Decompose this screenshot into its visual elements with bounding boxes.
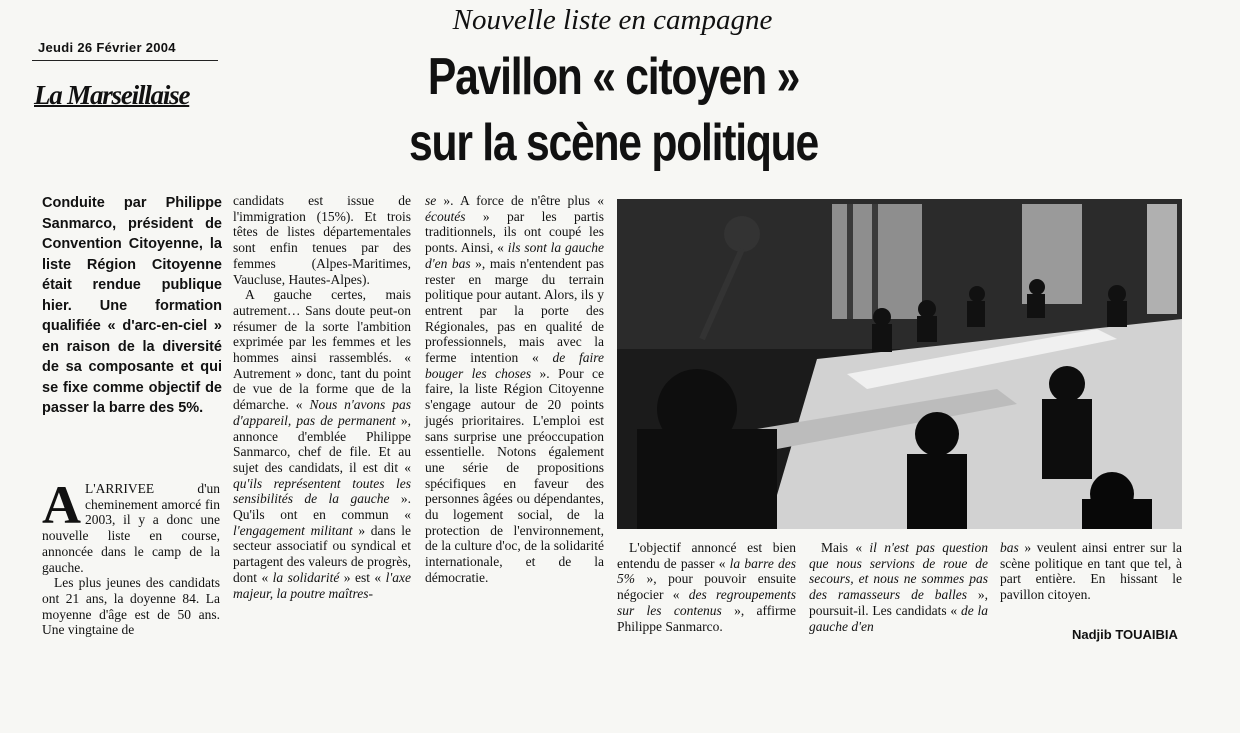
column-2	[233, 193, 411, 601]
drop-cap: A	[42, 475, 81, 535]
col2-paragraph-2: A gauche certes, mais autrement… Sans doute peut-on résumer de la sorte l'ambition exprimée par les femmes et les hommes ainsi rassemblés. « Autrement » donc, tant du point de vue de la forme que de la démarche. « Nous n'avons pas d'appareil, pas de permanent », annonce d'emblée Philippe Sanmarco, chef de file. Et au sujet des candidats, il est dit « qu'ils représentent toutes les sensibilités de la gauche ». Qu'ils ont en commun « l'engagement militant » dans le secteur associatif ou syndical et partagent des valeurs de progrès, dont « la solidarité » est « l'axe majeur, la poutre maîtres-	[233, 287, 412, 601]
column-1	[42, 475, 220, 638]
newspaper-logo: La Marseillaise	[34, 80, 190, 110]
col2-paragraph-1: candidats est issue de l'immigration (15%). Et trois têtes de listes départementales sont enfin tenues par des femmes (Alpes-Maritimes, Vaucluse, Hautes-Alpes).	[233, 193, 411, 287]
col5-paragraph-1: Mais « il n'est pas question que nous servions de roue de secours, et nous ne sommes pas des ramasseurs de balles », poursuit-il. Les candidats « de la gauche d'en	[809, 540, 989, 634]
author-signature: Nadjib TOUAIBIA	[1072, 627, 1178, 642]
col4-paragraph-1: L'objectif annoncé est bien entendu de passer « la barre des 5% », pour pouvoir ensuite négocier « des regroupements sur les contenus », affirme Philippe Sanmarco.	[617, 540, 796, 634]
column-4	[617, 540, 796, 634]
meeting-photo-illustration	[617, 199, 1182, 529]
headline-line-2: sur la scène politique	[409, 114, 818, 172]
article-photo	[617, 199, 1182, 529]
column-5	[809, 540, 988, 634]
column-3	[425, 193, 604, 586]
col1-paragraph-1: A L'ARRIVEE d'un cheminement amorcé fin 2003, il y a donc une nouvelle liste en course, annoncée dans le camp de la gauche.	[42, 475, 220, 575]
article-headline	[111, 44, 1116, 176]
article-kicker: Nouvelle liste en campagne	[452, 4, 773, 36]
publication-date: Jeudi 26 Février 2004	[38, 40, 176, 55]
col6-paragraph-1: bas » veulent ainsi entrer sur la scène politique en tant que tel, à part entière. En hissant le pavillon citoyen.	[1000, 540, 1182, 603]
col1-paragraph-2: Les plus jeunes des candidats ont 21 ans, la doyenne 84. La moyenne d'âge est de 50 ans. Une vingtaine de	[42, 575, 220, 638]
column-6	[1000, 540, 1182, 603]
col3-paragraph-1: se ». A force de n'être plus « écoutés » par les partis traditionnels, ils ont coupé les ponts. Ainsi, « ils sont la gauche d'en bas », mais n'entendent pas rester en marge du terrain politique pour autant. Alors, ils y entrent par la porte des Régionales, pas en qualité de professionnels, mais avec la ferme intention « de faire bouger les choses ». Pour ce faire, la liste Région Citoyenne s'engage autour de 20 points jugés prioritaires. L'emploi est sans surprise une préoccupation essentielle. Notons également une série de propositions spécifiques en faveur des personnes âgées ou dépendantes, du logement social, de la protection de l'environnement, de la culture d'oc, de la solidarité internationale, et de la démocratie.	[425, 193, 605, 585]
headline-line-1: Pavillon « citoyen »	[427, 48, 800, 106]
article-lede: Conduite par Philippe Sanmarco, président de Convention Citoyenne, la liste Région Citoyenne était rendue publique hier. Une formation qualifiée « d'arc-en-ciel » en raison de la diversité de sa composante et qui se fixe comme objectif de passer la barre des 5%.	[42, 195, 222, 416]
